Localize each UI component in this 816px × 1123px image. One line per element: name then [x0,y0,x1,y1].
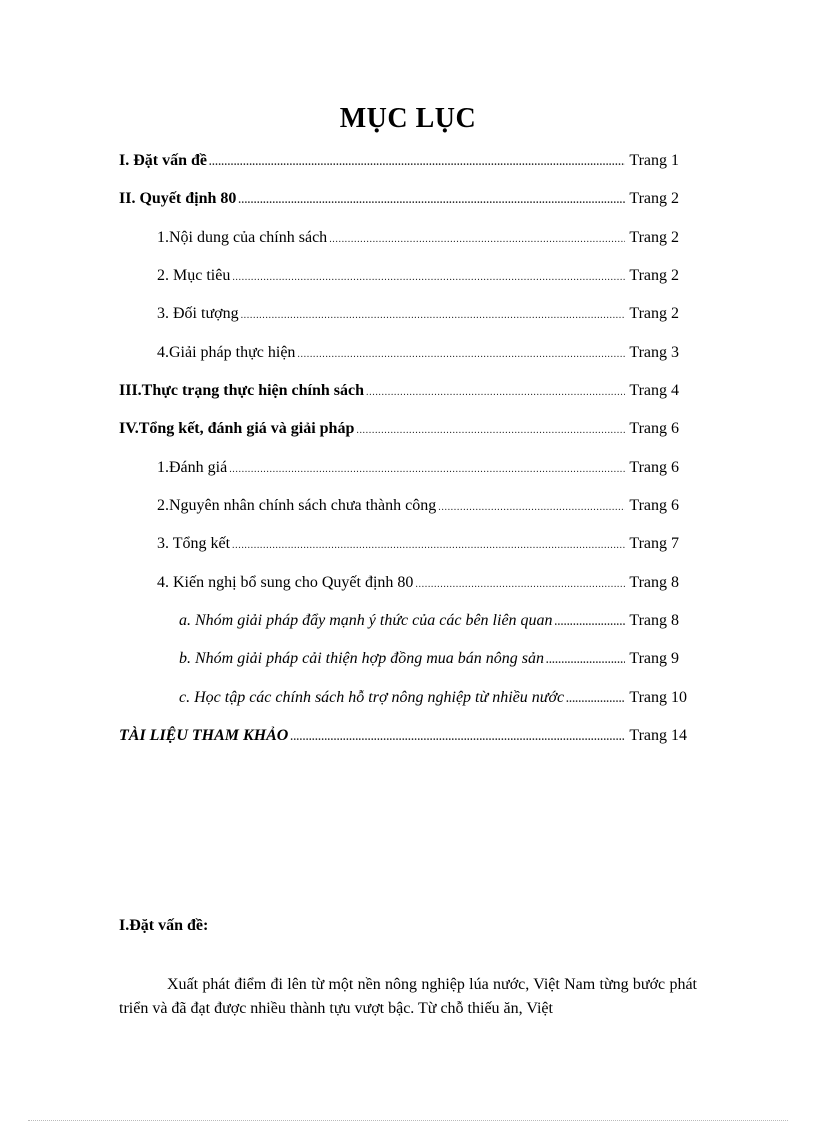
toc-leader-dots [241,310,626,321]
toc-entry[interactable] [157,344,679,366]
toc-entry-label: 1.Đánh giá [157,459,228,476]
toc-leader-dots [209,157,625,168]
toc-leader-dots [566,694,625,705]
toc-entry[interactable] [157,535,679,557]
toc-entry-label: III.Thực trạng thực hiện chính sách [119,382,365,399]
toc-entry-page: Trang 3 [629,344,679,361]
toc-entry-label: IV.Tổng kết, đánh giá và giải pháp [119,420,355,437]
toc-leader-dots [438,502,625,513]
toc-entry-page: Trang 2 [629,267,679,284]
toc-entry-page: Trang 14 [629,727,687,744]
toc-entry[interactable] [119,190,679,212]
toc-leader-dots [546,655,625,666]
toc-entry-page: Trang 10 [629,689,687,706]
toc-entry-page: Trang 2 [629,305,679,322]
toc-entry-label: a. Nhóm giải pháp đẩy mạnh ý thức của các bên liên quan [179,612,553,629]
toc-leader-dots [238,195,625,206]
toc-entry-page: Trang 9 [629,650,679,667]
toc-entry-label: 1.Nội dung của chính sách [157,229,328,246]
toc-entry[interactable] [119,382,679,404]
toc-entry-page: Trang 8 [629,574,679,591]
toc-entry-label: 2.Nguyên nhân chính sách chưa thành công [157,497,437,514]
toc-entry[interactable] [157,267,679,289]
toc-leader-dots [415,579,625,590]
toc-entry[interactable] [157,305,679,327]
toc-entry-page: Trang 4 [629,382,679,399]
section-heading: I.Đặt vấn đề: [119,917,209,934]
toc-entry[interactable] [179,689,687,711]
toc-entry[interactable] [157,574,679,596]
toc-entry-page: Trang 2 [629,229,679,246]
toc-leader-dots [290,732,625,743]
toc-entry[interactable] [179,650,679,672]
toc-entry-label: b. Nhóm giải pháp cải thiện hợp đồng mua bán nông sản [179,650,544,667]
toc-entry-page: Trang 2 [629,190,679,207]
toc-entry[interactable] [157,497,679,519]
toc-entry-label: TÀI LIỆU THAM KHẢO [119,727,289,744]
toc-entry[interactable] [119,420,679,442]
toc-entry-label: II. Quyết định 80 [119,190,237,207]
page-bottom-rule [28,1120,788,1121]
toc-entry-page: Trang 1 [629,152,679,169]
toc-entry-label: c. Học tập các chính sách hỗ trợ nông nghiệp từ nhiều nước [179,689,565,706]
toc-entry-page: Trang 8 [629,612,679,629]
toc-leader-dots [232,540,625,551]
toc-leader-dots [366,387,625,398]
toc-entry-page: Trang 6 [629,420,679,437]
toc-entry-label: 3. Đối tượng [157,305,239,322]
toc-entry[interactable] [157,229,679,251]
toc-entry[interactable] [119,727,687,749]
toc-leader-dots [329,234,625,245]
toc-entry-page: Trang 7 [629,535,679,552]
toc-entry[interactable] [179,612,679,634]
toc-leader-dots [232,272,625,283]
toc-entry-label: 2. Mục tiêu [157,267,231,284]
toc-entry-page: Trang 6 [629,497,679,514]
toc-entry-page: Trang 6 [629,459,679,476]
toc-title: MỤC LỤC [339,103,477,134]
toc-leader-dots [356,425,625,436]
toc-entry-label: 4. Kiến nghị bổ sung cho Quyết định 80 [157,574,414,591]
toc-leader-dots [555,617,626,628]
toc-entry-label: 4.Giải pháp thực hiện [157,344,296,361]
toc-leader-dots [297,349,625,360]
toc-entry[interactable] [157,459,679,481]
toc-entry-label: I. Đặt vấn đề [119,152,208,169]
body-paragraph: Xuất phát điểm đi lên từ một nền nông nghiệp lúa nước, Việt Nam từng bước phát triển và đã đạt được nhiều thành tựu vượt bậc. Từ chỗ thiếu ăn, Việt [119,976,697,1017]
toc-leader-dots [229,464,625,475]
toc-entry-label: 3. Tổng kết [157,535,231,552]
toc-entry[interactable] [119,152,679,174]
